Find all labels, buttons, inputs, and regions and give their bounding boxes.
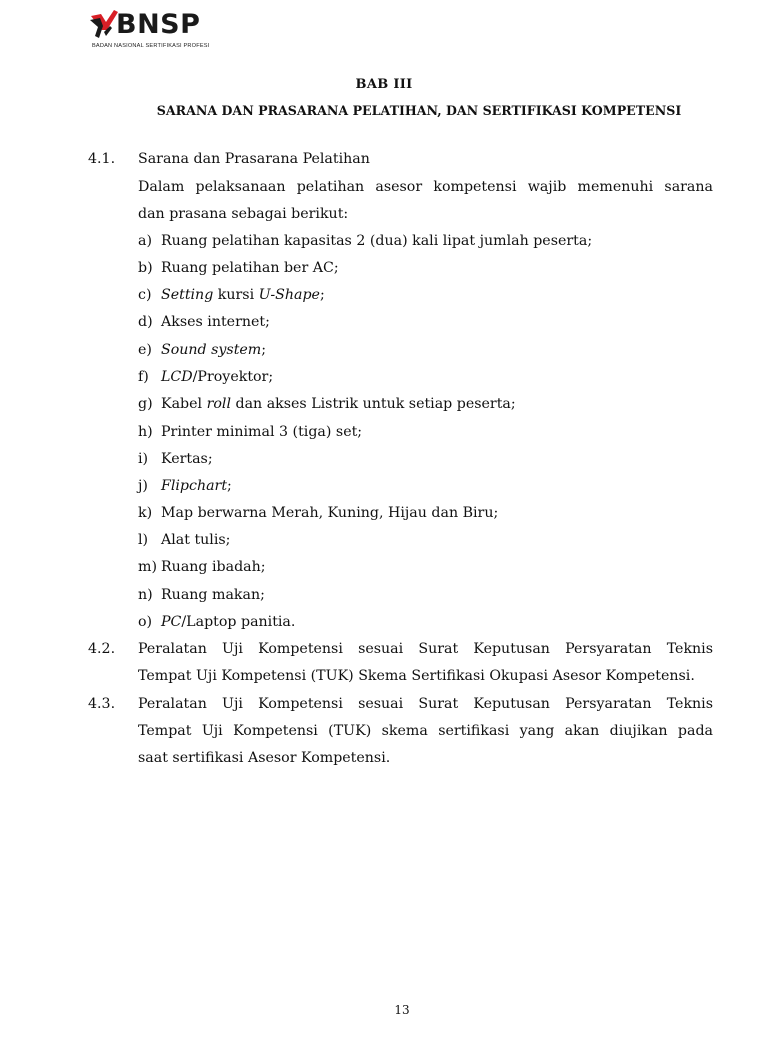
section-number: 4.3. xyxy=(88,696,116,712)
chapter-title: SARANA DAN PRASARANA PELATIHAN, DAN SERTIFIKASI KOMPETENSI xyxy=(156,103,682,118)
list-item-label: b) xyxy=(138,260,153,276)
list-item-label: n) xyxy=(138,587,153,603)
list-item-label: o) xyxy=(138,614,153,630)
logo-wordmark: BNSP xyxy=(116,9,201,40)
list-item-label: c) xyxy=(138,287,152,303)
logo-subtitle: BADAN NASIONAL SERTIFIKASI PROFESI xyxy=(92,43,210,49)
list-item: Ruang ibadah; xyxy=(161,559,266,575)
paragraph-line: Tempat Uji Kompetensi (TUK) Skema Sertifikasi Okupasi Asesor Kompetensi. xyxy=(138,668,695,684)
section-number: 4.2. xyxy=(88,641,116,657)
chapter-heading: BAB III xyxy=(355,77,413,92)
paragraph-line: saat sertifikasi Asesor Kompetensi. xyxy=(138,750,391,766)
paragraph-line: Peralatan Uji Kompetensi sesuai Surat Keputusan Persyaratan Teknis xyxy=(138,641,713,657)
list-item-label: e) xyxy=(138,342,152,358)
list-item: Ruang pelatihan kapasitas 2 (dua) kali lipat jumlah peserta; xyxy=(161,233,593,249)
list-item: Ruang pelatihan ber AC; xyxy=(161,260,339,276)
list-item: PC/Laptop panitia. xyxy=(161,614,296,630)
list-item: Ruang makan; xyxy=(161,587,265,603)
paragraph-line: Tempat Uji Kompetensi (TUK) skema sertifikasi yang akan diujikan pada xyxy=(138,723,713,739)
list-item-label: j) xyxy=(138,478,148,494)
paragraph-line: dan prasana sebagai berikut: xyxy=(138,206,349,222)
list-item: Setting kursi U-Shape; xyxy=(161,287,325,303)
list-item-label: m) xyxy=(138,559,157,575)
list-item-label: l) xyxy=(138,532,149,548)
list-item: Flipchart; xyxy=(161,478,232,494)
list-item-label: d) xyxy=(138,314,153,330)
section-number: 4.1. xyxy=(88,151,116,167)
list-item: Alat tulis; xyxy=(161,532,231,548)
list-item: LCD/Proyektor; xyxy=(161,369,274,385)
list-item-label: a) xyxy=(138,233,152,249)
list-item: Kabel roll dan akses Listrik untuk setiap peserta; xyxy=(161,396,516,412)
list-item: Printer minimal 3 (tiga) set; xyxy=(161,424,363,440)
list-item: Sound system; xyxy=(161,342,267,358)
list-item: Kertas; xyxy=(161,451,213,467)
list-item-label: k) xyxy=(138,505,153,521)
list-item: Akses internet; xyxy=(161,314,270,330)
list-item-label: h) xyxy=(138,424,153,440)
section-title: Sarana dan Prasarana Pelatihan xyxy=(138,151,370,167)
paragraph-line: Dalam pelaksanaan pelatihan asesor kompetensi wajib memenuhi sarana xyxy=(138,179,713,195)
list-item-label: g) xyxy=(138,396,153,412)
list-item: Map berwarna Merah, Kuning, Hijau dan Biru; xyxy=(161,505,499,521)
list-item-label: f) xyxy=(138,369,149,385)
page-number: 13 xyxy=(394,1003,410,1017)
paragraph-line: Peralatan Uji Kompetensi sesuai Surat Keputusan Persyaratan Teknis xyxy=(138,696,713,712)
list-item-label: i) xyxy=(138,451,149,467)
bnsp-logo xyxy=(88,6,213,50)
